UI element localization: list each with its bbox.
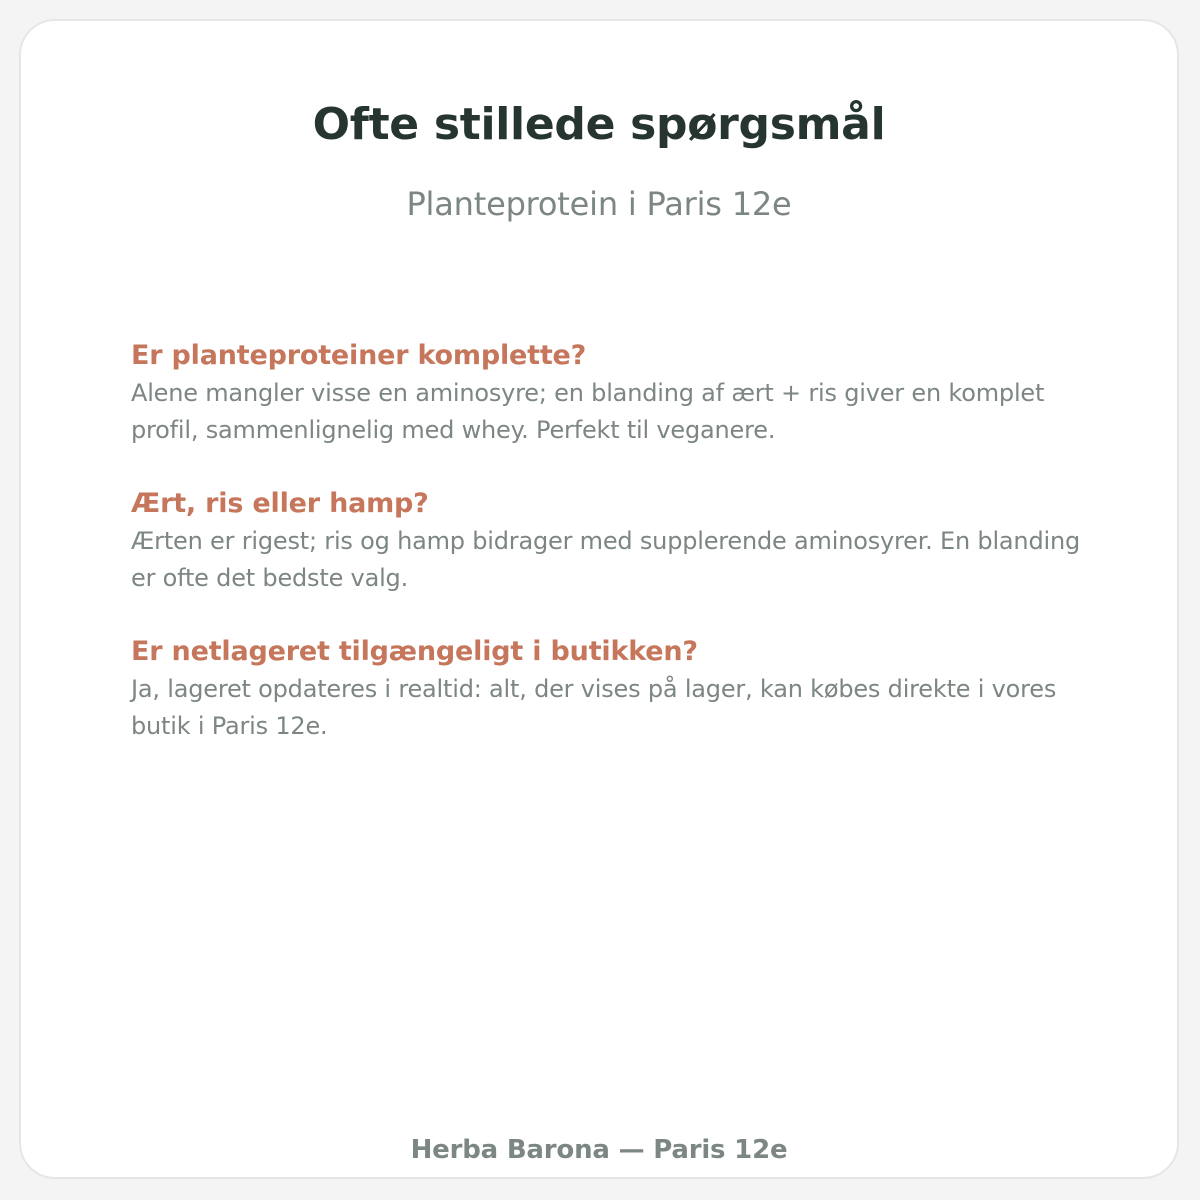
faq-card [19,19,1179,1179]
faq-answer: Ja, lageret opdateres i realtid: alt, der vises på lager, kan købes direkte i vores butik i Paris 12e. [131,675,1057,740]
faq-item [131,337,1091,449]
faq-item [131,485,1091,597]
page-subtitle: Planteprotein i Paris 12e [406,185,792,223]
faq-item [131,633,1091,745]
faq-question: Er planteproteiner komplette? [131,340,587,371]
faq-answer: Alene mangler visse en aminosyre; en blanding af ært + ris giver en komplet profil, sammenlignelig med whey. Perfekt til veganere. [131,379,1045,444]
faq-question: Er netlageret tilgængeligt i butikken? [131,636,698,667]
faq-question: Ært, ris eller hamp? [131,488,429,519]
footer-brand: Herba Barona — Paris 12e [410,1135,788,1165]
page-title: Ofte stillede spørgsmål [312,99,886,150]
faq-list [131,337,1091,781]
faq-answer: Ærten er rigest; ris og hamp bidrager med supplerende aminosyrer. En blanding er ofte det bedste valg. [131,527,1080,592]
